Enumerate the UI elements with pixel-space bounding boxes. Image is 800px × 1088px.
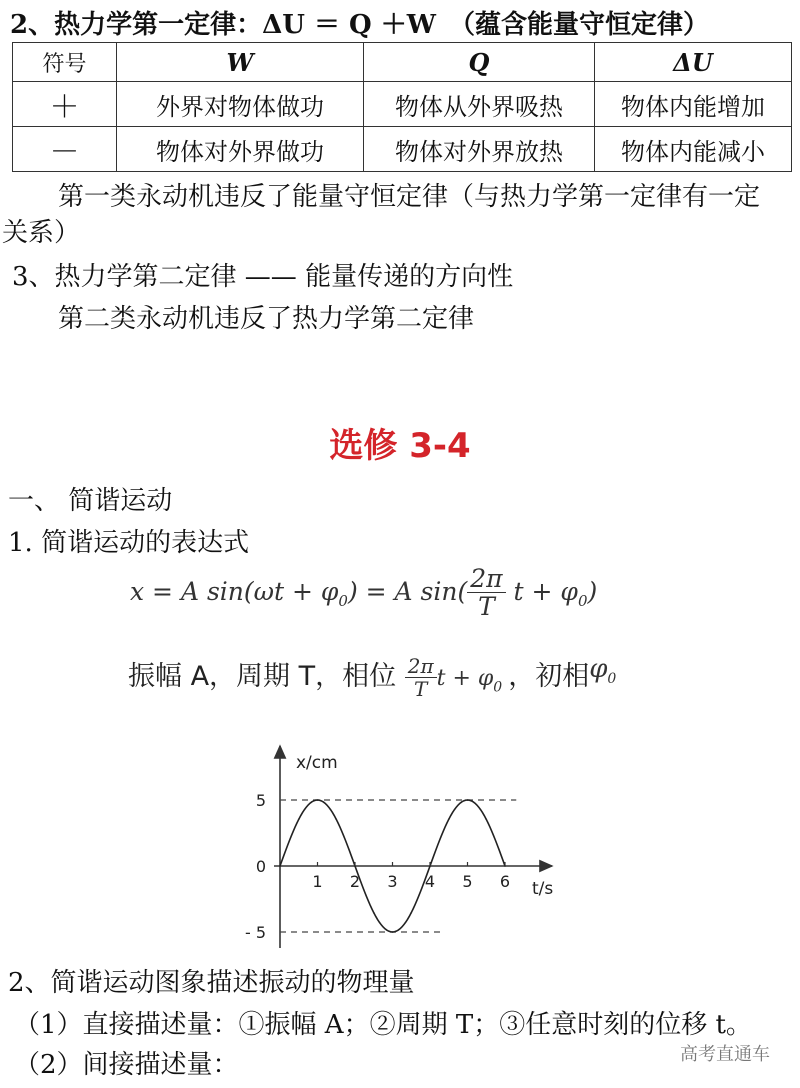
watermark: 高考直通车 xyxy=(680,1044,770,1065)
formula-sub: 0 xyxy=(338,591,348,610)
shm-expression-heading: 1. 简谐运动的表达式 xyxy=(8,528,250,558)
row-delta-u: 物体内能增加 xyxy=(595,82,792,127)
perpetual-motion-1-text: 第一类永动机违反了能量守恒定律（与热力学第一定律有一定 xyxy=(58,182,761,212)
initial-phase-symbol: φ xyxy=(589,654,608,684)
formula-end: ) xyxy=(587,576,598,606)
row-w: 物体对外界做功 xyxy=(117,127,364,172)
phase-fraction xyxy=(405,653,437,701)
header-w: W xyxy=(117,43,364,82)
x-tick-label: 2 xyxy=(349,872,361,891)
formula-sub: 0 xyxy=(577,591,588,610)
phase-sub: 0 xyxy=(493,679,503,696)
formula-lhs: x = A sin(ωt + φ xyxy=(130,576,339,606)
y-tick-label: 0 xyxy=(255,857,266,876)
x-axis-label: t/s xyxy=(532,879,554,899)
first-law-heading: 2、热力学第一定律：ΔU ＝ Q ＋W （蕴含能量守恒定律） xyxy=(10,10,709,40)
x-tick-label: 1 xyxy=(312,872,323,891)
direct-quantities: （1）直接描述量：①振幅 A；②周期 T；③任意时刻的位移 t。 xyxy=(14,1010,752,1040)
data-point xyxy=(392,931,394,933)
indirect-quantities: （2）间接描述量： xyxy=(14,1050,239,1080)
x-tick-label: 3 xyxy=(387,872,398,891)
shm-formula xyxy=(130,566,597,621)
header-q: Q xyxy=(364,43,595,82)
data-point xyxy=(410,912,412,914)
data-point xyxy=(448,818,450,820)
y-tick-label: - 5 xyxy=(244,923,266,942)
x-tick-label: 6 xyxy=(499,872,511,891)
phase-tail: t + φ xyxy=(436,666,494,691)
table-row xyxy=(13,127,792,172)
row-sign: ＋ xyxy=(13,82,117,127)
data-point xyxy=(335,818,337,820)
row-w: 外界对物体做功 xyxy=(117,82,364,127)
second-law-heading: 3、热力学第二定律 —— 能量传递的方向性 xyxy=(12,262,514,292)
x-tick-label: 4 xyxy=(424,872,436,891)
table-header-row xyxy=(13,43,792,82)
perpetual-motion-2-text: 第二类永动机违反了热力学第二定律 xyxy=(58,304,475,334)
fraction-denominator: T xyxy=(478,592,495,622)
header-sign: 符号 xyxy=(13,43,117,82)
y-axis-label: x/cm xyxy=(296,753,338,773)
data-point xyxy=(279,865,281,867)
amp-period-text: 振幅 A，周期 T，相位 xyxy=(128,661,397,692)
section-title: 选修 3-4 xyxy=(329,426,471,466)
data-point xyxy=(485,818,487,820)
data-point xyxy=(467,799,469,801)
formula-tail: t + φ xyxy=(513,576,578,606)
row-q: 物体对外界放热 xyxy=(364,127,595,172)
initial-phase-sub: 0 xyxy=(607,671,617,688)
data-point xyxy=(298,818,300,820)
shm-heading: 一、 简谐运动 xyxy=(8,486,173,516)
table-row xyxy=(13,82,792,127)
perpetual-motion-1-text-cont: 关系） xyxy=(2,218,81,248)
row-delta-u: 物体内能减小 xyxy=(595,127,792,172)
formula-fraction xyxy=(467,566,505,621)
shm-quantities-heading: 2、简谐运动图象描述振动的物理量 xyxy=(8,968,415,998)
shm-parameters xyxy=(128,654,616,700)
data-point xyxy=(373,912,375,914)
y-tick-label: 5 xyxy=(255,791,266,810)
phase-denominator: T xyxy=(414,676,428,701)
row-q: 物体从外界吸热 xyxy=(364,82,595,127)
header-delta-u: ΔU xyxy=(595,43,792,82)
shm-graph xyxy=(230,738,580,950)
formula-mid: ) = A sin( xyxy=(347,576,468,606)
row-sign: － xyxy=(13,127,117,172)
first-law-sign-table xyxy=(12,42,792,172)
phase-numerator: 2π xyxy=(405,656,437,678)
fraction-numerator: 2π xyxy=(467,566,505,593)
x-tick-label: 5 xyxy=(462,872,473,891)
data-point xyxy=(317,799,319,801)
initial-phase-text: ，初相 xyxy=(508,661,590,692)
